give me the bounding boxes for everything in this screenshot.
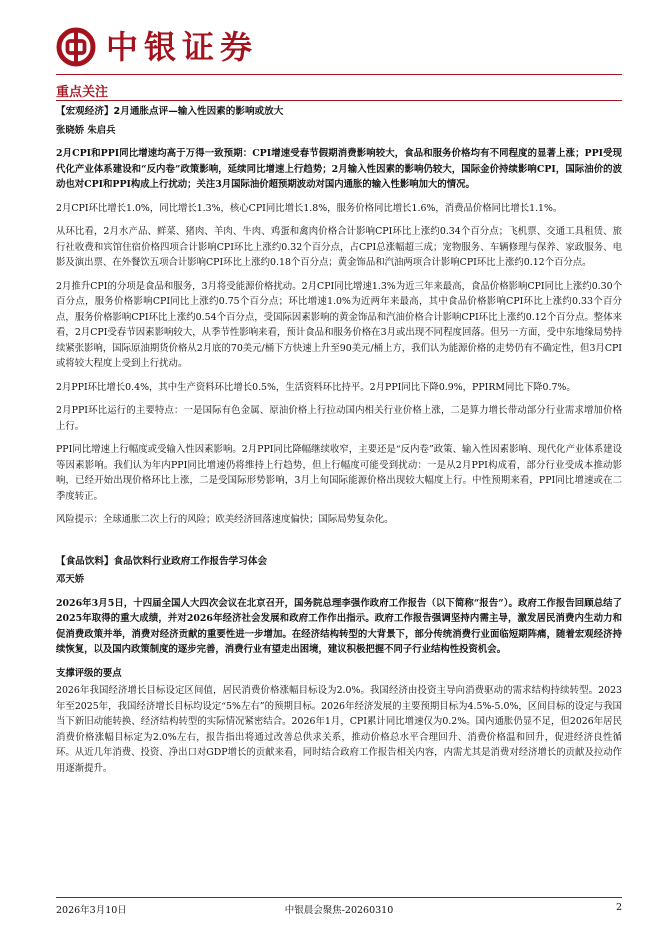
page-footer	[56, 902, 622, 916]
article-paragraph: 2月PPI环比增长0.4%，其中生产资料环比增长0.5%，生活资料环比持平。2月PPI同比下降0.9%，PPIRM同比下降0.7%。	[56, 381, 576, 393]
article-title: 【食品饮料】食品饮料行业政府工作报告学习体会	[56, 555, 268, 567]
section-title: 重点关注	[56, 85, 109, 100]
footer-date: 2026年3月10日	[56, 905, 127, 916]
bank-of-china-logo-icon	[56, 27, 96, 67]
brand-name: 中银证券	[106, 28, 259, 66]
article-paragraph: 2026年我国经济增长目标设定区间值，居民消费价格涨幅目标设为2.0%。我国经济由投资主导向消费驱动的需求结构持续转型。2023年至2025年，我国经济增长目标均设定“5%左右”的预期目标。2026年经济发展的主要预期目标为4.5%-5.0%，区间目标的设定与我国当下新旧动能转换、经济结构转型的实际情况紧密结合。2026年1月，CPI累计同比增速仅为0.2%。国内通胀仍显不足，但2026年居民消费价格涨幅目标定为2.0%左右，报告指出将通过改善总供求关系，推动价格总水平合理回升、消费价格温和回升，促进经济良性循环。从近几年消费、投资、净出口对GDP增长的贡献来看，同时结合政府工作报告相关内容，内需尤其是消费对经济增长的贡献及拉动作用逐渐提升。	[56, 685, 622, 774]
article-paragraph: PPI同比增速上行幅度或受输入性因素影响。2月PPI同比降幅继续收窄，主要还是“反内卷”政策、输入性因素影响、现代化产业体系建设等因素影响。我们认为年内PPI同比增速仍将维持上行趋势，但上行幅度可能受到扰动：一是从2月PPI构成看，部分行业受成本推动影响，已经开始出现价格环比上涨，二是受国际形势影响，3月上旬国际能源价格出现较大幅度上行。中性预期来看，PPI同比增速或在二季度转正。	[56, 444, 622, 502]
report-body	[56, 104, 622, 784]
page-number: 2	[615, 902, 622, 913]
header-divider	[56, 74, 622, 75]
subsection-heading: 支撑评级的要点	[56, 667, 122, 679]
article-paragraph: 2月推升CPI的分项是食品和服务，3月将受能源价格扰动。2月CPI同比增速1.3%为近三年来最高，食品价格影响CPI同比上涨约0.30个百分点，服务价格影响CPI同比上涨约0.75个百分点；环比增速1.0%为近两年来最高，其中食品价格影响CPI环比上涨约0.33个百分点，服务价格影响CPI环比上涨约0.54个百分点，受国际因素影响的黄金饰品和汽油价格合计影响CPI环比上涨约0.12个百分点。整体来看，2月CPI受春节因素影响较大，从季节性影响来看，预计食品和服务价格在3月或出现不同程度回落。但另一方面，受中东地缘局势持续紧张影响，国际原油期货价格从2月底的70美元/桶下方快速上升至90美元/桶上方，我们认为能源价格的走势仍有不确定性，但3月CPI或将较大程度上受到上行扰动。	[56, 280, 622, 369]
article-paragraph: 2月CPI环比增长1.0%，同比增长1.3%，核心CPI同比增长1.8%，服务价格同比增长1.6%，消费品价格同比增长1.1%。	[56, 202, 563, 214]
article-paragraph: 2月PPI环比运行的主要特点：一是国际有色金属、原油价格上行拉动国内相关行业价格上涨，二是算力增长带动部分行业需求增加价格上行。	[56, 405, 622, 432]
brand-logo	[56, 22, 258, 72]
article-summary: 2026年3月5日，十四届全国人大四次会议在北京召开，国务院总理李强作政府工作报告（以下简称“报告”）。政府工作报告回顾总结了2025年取得的重大成绩，并对2026年经济社会发展和政府工作作出指示。政府工作报告强调坚持内需主导，激发居民消费内生动力和促消费政策并举，消费对经济贡献的重要性进一步增加。在经济结构转型的大背景下，部分传统消费行业面临短期阵痛，随着宏观经济持续恢复，以及国内政策制度的逐步完善，消费行业有望走出困境，建议积极把握不同子行业结构性投资机会。	[56, 597, 622, 655]
footer-divider	[56, 897, 622, 898]
footer-doc-name: 中银晨会聚焦-20260310	[284, 905, 394, 916]
article-author: 张晓娇 朱启兵	[56, 124, 116, 136]
article-title: 【宏观经济】2月通胀点评—输入性因素的影响或放大	[56, 106, 284, 117]
risk-warning: 风险提示：全球通胀二次上行的风险；欧美经济回落速度偏快；国际局势复杂化。	[56, 514, 394, 525]
article-summary: 2月CPI和PPI同比增速均高于万得一致预期：CPI增速受春节假期消费影响较大，食品和服务价格均有不同程度的显著上涨；PPI受现代化产业体系建设和“反内卷”政策影响，延续同比增速上行趋势；2月输入性因素的影响仍较大，国际金价持续影响CPI，国际油价的波动也对CPI和PPI构成上行扰动；关注3月国际油价超预期波动对国内通胀的输入性影响加大的情况。	[56, 148, 622, 190]
article-paragraph: 从环比看，2月水产品、鲜菜、猪肉、羊肉、牛肉、鸡蛋和禽肉价格合计影响CPI环比上涨约0.34个百分点；飞机票、交通工具租赁、旅行社收费和宾馆住宿价格四项合计影响CPI环比上涨约0.32个百分点，占CPI总涨幅超三成；宠物服务、车辆修理与保养、家政服务、电影及演出票、在外餐饮五项合计影响CPI环比上涨约0.18个百分点；黄金饰品和汽油两项合计影响CPI环比上涨约0.12个百分点。	[56, 226, 622, 268]
article-gap	[56, 536, 622, 554]
article-author: 邓天娇	[56, 574, 85, 585]
section-divider	[56, 100, 622, 101]
